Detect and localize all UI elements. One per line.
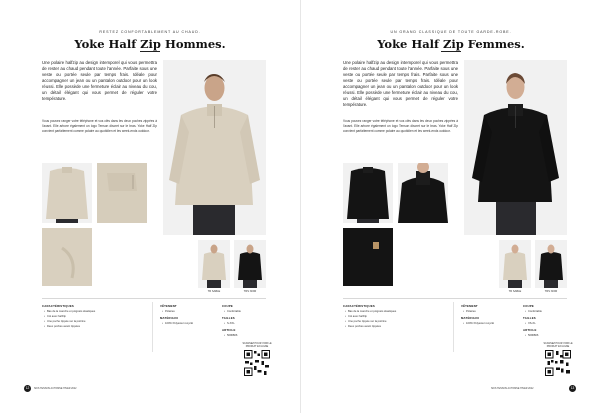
page-number: 12 bbox=[25, 386, 30, 390]
swatch-black[interactable] bbox=[535, 240, 567, 288]
garment-item: • Polaires bbox=[463, 310, 476, 313]
qr-caption: SCANNEZ POUR VOIR LE PRODUIT EN LIGNE bbox=[543, 342, 573, 348]
sizes-heading: TAILLES bbox=[222, 316, 235, 320]
material-item: • 100% Polyester recyclé bbox=[463, 322, 494, 325]
detail-photo-collar bbox=[398, 163, 448, 223]
sub-paragraph: Vous pouvez ranger votre téléphone et vos clés dans les deux poches zippées à l'avant. Elle arbore également un logo Tenson discret sur le bras. Yoke Half Zip convient parfaitement comme polaire au quotidien et les week-ends outdoor. bbox=[42, 119, 157, 133]
swatch-sand[interactable] bbox=[499, 240, 531, 288]
material-heading: MATÉRIAUX bbox=[461, 316, 480, 320]
lead-paragraph: Une polaire halfzip au design intemporel qui vous permettra de rester au chaud pendant toute l'année. Parfaite sous une veste ou portée seule par temps frais. Parfaite sous une veste ou portée seule par temps frais. Idéale pour accompagner un jean ou un pantalon outdoor pour un look réussi. Elle possède une fermeture éclair au niveau du cou, un détail élégant qui vous permet de réguler votre température. bbox=[343, 60, 458, 107]
detail-photo-front bbox=[42, 163, 92, 223]
swatch-black[interactable] bbox=[234, 240, 266, 288]
fit-item: • Confortable bbox=[224, 310, 241, 313]
page-footer: SKIS TENSON AUTOMNE HIVER 2022 bbox=[491, 387, 534, 390]
hero-photo bbox=[163, 60, 266, 235]
features-heading: CARACTÉRISTIQUES bbox=[42, 304, 74, 308]
article-heading: ARTICLE bbox=[222, 328, 236, 332]
feature-item: • Une poche zippée sur la poitrine bbox=[345, 320, 387, 323]
lead-paragraph: Une polaire halfzip au design intemporel qui vous permettra de rester au chaud pendant toute l'année. Parfaite sous une veste ou portée seule par temps frais. Idéale pour accompagner un jean ou un pantalon outdoor pour un look réussi. Elle possède une fermeture éclair au niveau du cou, un détail élégant qui vous permet de réguler votre température. bbox=[42, 60, 157, 101]
column-divider bbox=[152, 302, 153, 352]
hero-photo bbox=[464, 60, 567, 235]
page-footer: SKIS TENSON AUTOMNE HIVER 2022 bbox=[34, 387, 77, 390]
feature-item: • Deux poches avant zippées bbox=[345, 325, 381, 328]
swatch-label: TRS NOIR bbox=[243, 290, 257, 293]
fit-item: • Confortable bbox=[525, 310, 542, 313]
article-item: • 5096806 bbox=[525, 334, 538, 337]
sub-paragraph: Vous pouvez ranger votre téléphone et vos clés dans les deux poches zippées à l'avant. Elle arbore également un logo Tenson discret sur le bras. Yoke Half Zip convient parfaitement comme polaire au quotidien et les week-ends outdoor. bbox=[343, 119, 458, 133]
swatch-sand[interactable] bbox=[198, 240, 230, 288]
feature-item: • Une poche zippée sur la poitrine bbox=[44, 320, 86, 323]
detail-photo-fabric bbox=[97, 163, 147, 223]
material-item: • 100% Polyester recyclé bbox=[162, 322, 193, 325]
detail-photo-front bbox=[343, 163, 393, 223]
article-heading: ARTICLE bbox=[523, 328, 537, 332]
swatch-label: TR SABLE bbox=[207, 290, 221, 293]
column-divider bbox=[453, 302, 454, 352]
fit-heading: COUPE bbox=[222, 304, 233, 308]
feature-item: • Col avec halfzip bbox=[44, 315, 66, 318]
qr-code-icon[interactable] bbox=[244, 350, 270, 376]
title-rule bbox=[441, 51, 461, 52]
page-title: Yoke Half Zip Hommes. bbox=[74, 37, 226, 51]
qr-caption: SCANNEZ POUR VOIR LE PRODUIT EN LIGNE bbox=[242, 342, 272, 348]
features-heading: CARACTÉRISTIQUES bbox=[343, 304, 375, 308]
detail-photo-sleeve bbox=[343, 228, 393, 286]
title-rule bbox=[140, 51, 160, 52]
fit-heading: COUPE bbox=[523, 304, 534, 308]
page-title: Yoke Half Zip Femmes. bbox=[377, 37, 525, 51]
garment-heading: VÊTEMENT bbox=[461, 304, 478, 308]
material-heading: MATÉRIAUX bbox=[160, 316, 179, 320]
sizes-item: • XS-XL bbox=[525, 322, 536, 325]
garment-item: • Polaires bbox=[162, 310, 175, 313]
divider bbox=[42, 298, 266, 299]
page-number: 13 bbox=[570, 386, 575, 390]
sizes-heading: TAILLES bbox=[523, 316, 536, 320]
article-item: • 5096806 bbox=[224, 334, 237, 337]
qr-code-icon[interactable] bbox=[545, 350, 571, 376]
swatch-label: TR SABLE bbox=[508, 290, 522, 293]
feature-item: • Bas de la manche et poignets élastiques bbox=[44, 310, 95, 313]
kicker: UN GRAND CLASSIQUE DE TOUTE GARDE-ROBE. bbox=[390, 30, 512, 34]
feature-item: • Col avec halfzip bbox=[345, 315, 367, 318]
right-page bbox=[300, 0, 600, 413]
feature-item: • Deux poches avant zippées bbox=[44, 325, 80, 328]
garment-heading: VÊTEMENT bbox=[160, 304, 177, 308]
kicker: RESTEZ CONFORTABLEMENT AU CHAUD. bbox=[99, 30, 201, 34]
swatch-label: TRS NOIR bbox=[544, 290, 558, 293]
divider bbox=[343, 298, 567, 299]
detail-photo-sleeve bbox=[42, 228, 92, 286]
sizes-item: • S-XXL bbox=[224, 322, 235, 325]
feature-item: • Bas de la manche et poignets élastiques bbox=[345, 310, 396, 313]
